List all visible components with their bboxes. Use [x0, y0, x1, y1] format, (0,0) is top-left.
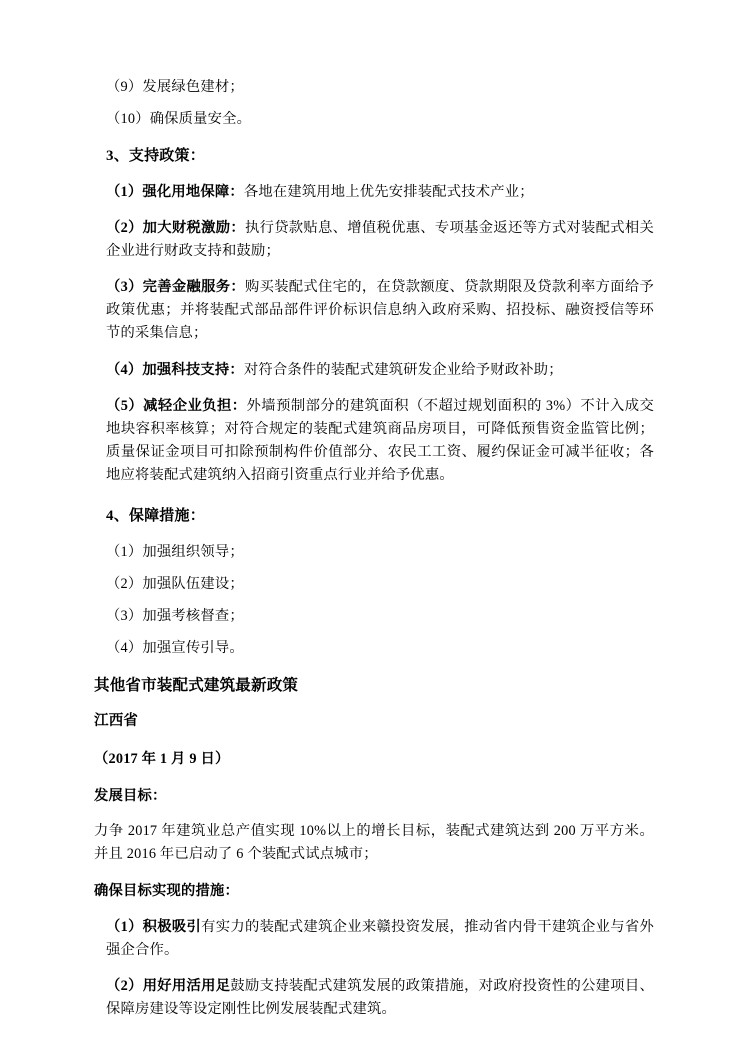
- policy-5-label: （5）减轻企业负担：: [106, 397, 247, 414]
- policy-3-text: 购买装配式住宅的，在贷款额度、贷款期限及贷款利率方面给予政策优惠；并将装配式部品部件评价标识信息纳入政府采购、招投标、融资授信等环节的采集信息；: [106, 279, 654, 342]
- ensure-measure-2-text: 鼓励支持装配式建筑发展的政策措施，对政府投资性的公建项目、保障房建设等设定刚性比例发展装配式建筑。: [106, 977, 655, 1018]
- policy-4: [94, 359, 654, 382]
- policy-1: [94, 181, 654, 204]
- policy-2-label: （2）加大财税激励：: [106, 219, 245, 236]
- other-provinces-title: 其他省市装配式建筑最新政策: [94, 677, 299, 695]
- measure-2: （2）加强队伍建设；: [106, 575, 244, 592]
- development-goal-text: 力争 2017 年建筑业总产值实现 10%以上的增长目标，装配式建筑达到 200 万平方米。并且 2016 年已启动了 6 个装配式试点城市；: [94, 823, 654, 863]
- policy-3: [94, 276, 654, 345]
- section-3-heading: 3、支持政策：: [106, 148, 205, 165]
- policy-1-text: 各地在建筑用地上优先安排装配式技术产业；: [243, 183, 534, 200]
- document-content: [94, 76, 654, 1034]
- province-name: 江西省: [94, 713, 139, 730]
- policy-3-label: （3）完善金融服务：: [106, 279, 245, 296]
- policy-2: [94, 217, 654, 263]
- policy-5: [94, 395, 654, 488]
- policy-4-text: 对符合条件的装配式建筑研发企业给予财政补助；: [243, 361, 563, 378]
- policy-4-label: （4）加强科技支持：: [106, 361, 244, 378]
- policy-1-label: （1）强化用地保障：: [106, 183, 244, 200]
- policy-2-text: 执行贷款贴息、增值税优惠、专项基金返还等方式对装配式相关企业进行财政支持和鼓励；: [106, 219, 654, 259]
- policy-5-text: 外墙预制部分的建筑面积（不超过规划面积的 3%）不计入成交地块容积率核算；对符合规定的装配式建筑商品房项目，可降低预售资金监管比例；质量保证金项目可扣除预制构件价值部分、农民工工资、履约保证金可减半征收；各地应将装配式建筑纳入招商引资重点行业并给予优惠。: [106, 397, 654, 484]
- measure-3: （3）加强考核督查；: [106, 607, 244, 624]
- measure-1: （1）加强组织领导；: [106, 543, 244, 560]
- item-9: （9）发展绿色建材；: [106, 79, 244, 95]
- ensure-measure-2-label: （2）用好用活用足: [106, 977, 231, 994]
- ensure-measure-1-text: 有实力的装配式建筑企业来赣投资发展，推动省内骨干建筑企业与省外强企合作。: [106, 918, 654, 958]
- ensure-measure-1: [94, 916, 654, 962]
- item-10: （10）确保质量安全。: [106, 111, 252, 128]
- policy-date: （2017 年 1 月 9 日）: [94, 750, 230, 767]
- measure-4: （4）加强宣传引导。: [106, 640, 244, 657]
- ensure-measure-1-label: （1）积极吸引: [106, 918, 202, 935]
- section-4-heading: 4、保障措施：: [106, 508, 205, 525]
- development-goal-label: 发展目标：: [94, 788, 167, 804]
- ensure-measures-label: 确保目标实现的措施：: [94, 883, 239, 900]
- ensure-measure-2: [94, 975, 654, 1021]
